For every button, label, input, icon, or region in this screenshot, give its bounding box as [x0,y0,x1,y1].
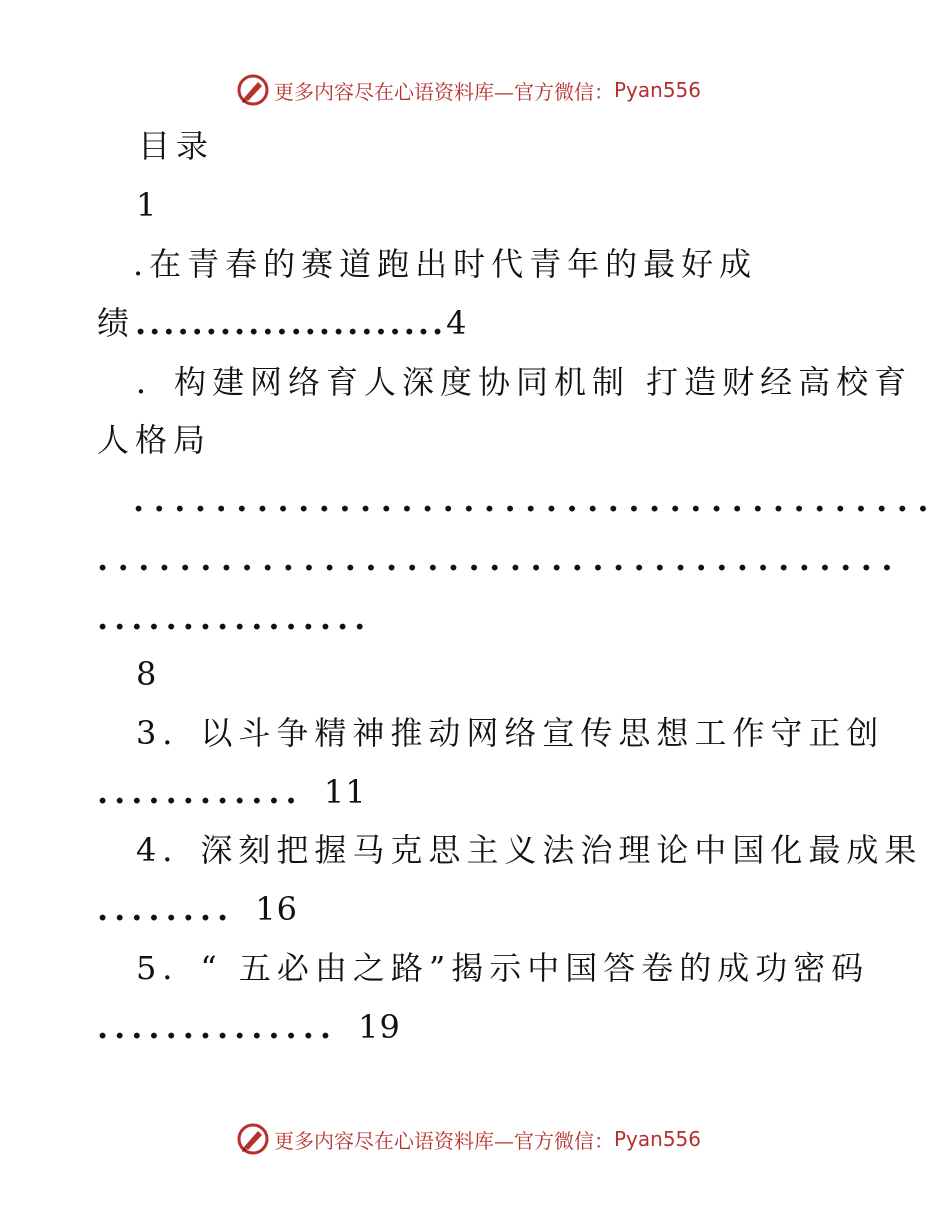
watermark-wechat-id: Pyan556 [614,78,702,102]
toc-item3-title: 3．以斗争精神推动网络宣传思想工作守正创 [136,714,885,752]
watermark-banner-bottom [236,1121,701,1157]
toc-item1-line2 [97,303,467,343]
toc-item2-leader-2: ....................................... [97,540,902,578]
toc-item1-leader: ...................... [135,304,447,342]
toc-item1-number: 1 [136,186,158,224]
toc-item5-line2 [97,1007,401,1047]
watermark-banner-top [236,72,701,108]
toc-item3-page: 11 [323,773,367,811]
toc-item2-leader-3: ................ [97,599,372,637]
toc-item1-page: 4 [446,304,468,342]
toc-item4-leader: ........ [97,890,235,928]
toc-item3-line2 [97,772,367,812]
toc-item2-page: 8 [136,655,158,693]
watermark-wechat-id: Pyan556 [614,1127,702,1151]
toc-heading: 目录 [138,127,215,165]
toc-item4-title: 4．深刻把握马克思主义法治理论中国化最成果 [136,831,923,869]
toc-item2-title: ．构建网络育人深度协同机制 打造财经高校育 [136,363,913,401]
toc-item2-leader-1: ....................................... [133,481,938,519]
watermark-brand-text: 更多内容尽在心语资料库—官方微信： [274,1128,614,1153]
pen-logo-icon [236,73,270,107]
watermark-brand-text: 更多内容尽在心语资料库—官方微信： [274,79,614,104]
toc-item4-line2 [97,889,298,929]
toc-item3-leader: ............ [97,773,303,811]
toc-item2-title-cont: 人格局 [97,421,212,459]
pen-logo-icon [236,1122,270,1156]
toc-item5-page: 19 [358,1008,401,1046]
toc-item4-page: 16 [255,890,299,928]
toc-item5-title: 5．“ 五必由之路”揭示中国答卷的成功密码 [136,949,870,987]
toc-item1-title-cont: 绩 [97,304,136,342]
toc-item5-leader: .............. [97,1008,337,1046]
toc-item1-title: .在青春的赛道跑出时代青年的最好成 [133,245,758,283]
